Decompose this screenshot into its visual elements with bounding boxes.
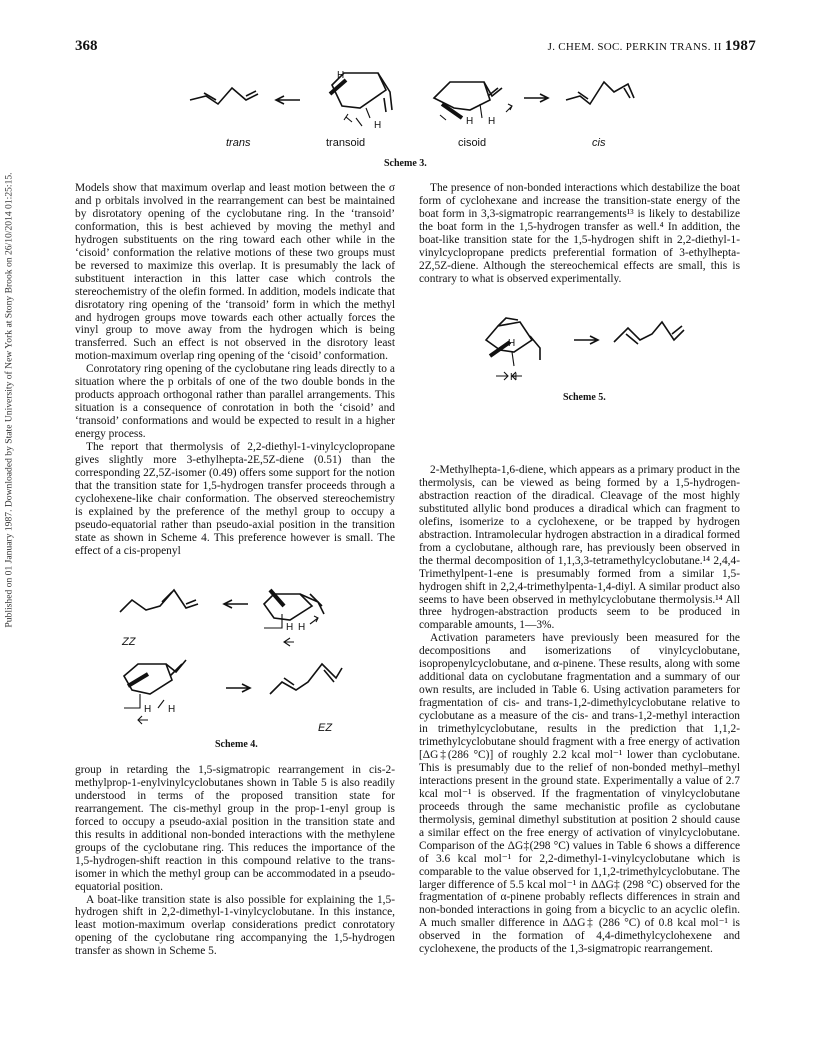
scheme5-product-diene: [614, 322, 684, 344]
scheme4-arrow-top: [224, 600, 248, 608]
atom-h: H: [508, 338, 516, 349]
label-transoid: transoid: [326, 137, 366, 149]
label-zz: ZZ: [122, 636, 136, 648]
page-number: 368: [75, 38, 98, 54]
paragraph: group in retarding the 1,5-sigmatropic rearrangement in cis-2-methylprop-1-enylvinylcyclobutanes shown in Table 5 is also readily understood in terms of the proposed transition state for rearrangement. The cis-methyl group in the prop-1-enyl group is forced to occupy a pseudo-axial position in the transition state and this results in additional non-bonded interactions with the methylene groups of the cyclobutane ring. This reduces the importance of the 1,5-hydrogen-shift reaction in this compound relative to the trans-isomer in which the methyl group can be accommodated in a pseudo-equatorial position.: [75, 764, 395, 893]
scheme4-bottom-ts: [124, 660, 186, 724]
scheme5-structures: [0, 0, 816, 420]
atom-h: H: [337, 70, 345, 81]
atom-h: H: [510, 372, 518, 383]
scheme4-ez-diene: [270, 664, 342, 694]
scheme4-caption: Scheme 4.: [215, 739, 258, 750]
paragraph: The presence of non-bonded interactions which destabilize the boat form of cyclohexane and increase the transition-state energy of the boat form in 3,3-sigmatropic rearrangements¹³ is likely to destabilize the boat form in the 1,5-hydrogen transfer as well.⁴ In addition, the boat-like transition state for the 1,5-hydrogen shift in 2,2-diethyl-1-vinylcyclopropane predicts preferential formation of 3-ethylhepta-2Z,5Z-diene. Although the stereochemical effects are small, this is contrary to what is observed experimentally.: [419, 182, 740, 285]
paragraph: Activation parameters have previously been measured for the decompositions and isomerizations of vinylcyclobutane, isopropenylcyclobutane, and α-pinene. These results, along with some additional data on cyclobutane fragmentation and a summary of our own results, are included in Table 6. Using activation parameters for fragmentation of cis- and trans-1,2-dimethylcyclobutane relative to cyclobutane as a measure of the cis- and trans-1,2-methyl interaction in trimethylcyclobutane, results in the prediction that 1,1,2-trimethylcyclobutane should fragment with a free energy of activation [ΔG‡(286 °C)] of roughly 2.2 kcal mol⁻¹ lower than cyclobutane. This is presumably due to the relief of non-bonded methyl–methyl interactions present in the ground state. Experimentally a value of 2.7 kcal mol⁻¹ is observed. If the fragmentation of vinylcyclobutane proceeds through the same mechanistic profile as cyclobutane thermolysis, geminal dimethyl substitution at position 2 should cause a similar effect on the free energy of activation of vinylcyclobutane. Comparison of the ΔG‡(298 °C) values in Table 6 shows a difference of 3.6 kcal mol⁻¹ for 2,2-dimethyl-1-vinylcyclobutane which is comparable to the value observed for 1,1,2-trimethylcyclobutane. The larger difference of 5.5 kcal mol⁻¹ in ΔΔG‡ (298 °C) observed for the fragmentation of α-pinene probably reflects differences in strain and non-bonded interactions in going from a bicyclic to an acyclic olefin. A much smaller difference in ΔΔG‡ (286 °C) of 0.8 kcal mol⁻¹ is observed in the formation of 4,4-dimethylcyclohexene and cyclohexene, the products of the 1,3-sigmatropic rearrangement.: [419, 632, 740, 956]
paragraph: Models show that maximum overlap and least motion between the σ and p orbitals involved in the rearrangement can best be maintained by disrotatory opening of the cyclobutane ring. In the ‘transoid’ conformation, this is best achieved by moving the methyl and hydrogen substituents on the ring toward each other while in the ‘cisoid’ conformation the relative motions of these two groups must be reversed to maximize this overlap. It is presumably the lack of substituent interaction in this latter case which controls the stereochemistry of the olefin formed. In addition, models indicate that disrotatory ring opening of the ‘transoid’ form in which the methyl and hydrogen groups move towards each other actually forces the vinyl group to move away from the hydrogen which is being transferred. Such an effect is not observed in the disrotory least motion-maximum overlap ring opening of the ‘cisoid’ conformation.: [75, 182, 395, 363]
download-notice-text: Published on 01 January 1987. Downloaded by State University of New York at Stony Brook on 26/10/2014 01:25:15.: [3, 172, 15, 628]
label-trans: trans: [226, 137, 251, 149]
atom-h: H: [488, 116, 496, 127]
paragraph: A boat-like transition state is also possible for explaining the 1,5-hydrogen shift in 2,2-dimethyl-1-vinylcyclobutane. In this instance, least motion-maximum overlap considerations predict conrotatory opening of the cyclobutane ring accompanying the 1,5-hydrogen transfer as shown in Scheme 5.: [75, 893, 395, 958]
scheme5-arrow: [574, 336, 598, 344]
journal-year: 1987: [724, 38, 756, 54]
atom-h: H: [298, 622, 306, 633]
paragraph: 2-Methylhepta-1,6-diene, which appears as a primary product in the thermolysis, can be viewed as being formed by a 1,5-hydrogen-abstraction reaction of the diradical. Cleavage of the most highly substituted allylic bond produces a diradical which can fragment to olefins, isomerize to a cyclohexene, or be trapped by hydrogen abstraction. Intramolecular hydrogen abstraction in a diradical formed from a cyclobutane, although rare, has previously been observed in the thermal decomposition of 1,1,3,3-tetramethylcyclobutane.¹⁴ 2,4,4-Trimethylpent-1-ene is presumably formed from a similar 1,5-hydrogen shift in 2,2,4-trimethylpenta-1,4-diyl. A similar product also seems to have been observed in methylcyclobutane thermolysis.¹⁴ All three hydrogen-abstraction products seem to be produced in comparable amounts, 1—3%.: [419, 464, 740, 632]
atom-h: H: [286, 622, 294, 633]
label-cisoid: cisoid: [458, 137, 487, 149]
scheme3-caption: Scheme 3.: [384, 158, 427, 169]
journal-name: J. CHEM. SOC. PERKIN TRANS. II: [547, 41, 722, 53]
scheme5-caption: Scheme 5.: [563, 392, 606, 403]
right-column-bottom: [419, 464, 740, 956]
atom-h: H: [168, 704, 176, 715]
label-ez: EZ: [318, 722, 333, 734]
scheme5-boat-ts: [486, 318, 540, 383]
atom-h: H: [144, 704, 152, 715]
scheme4-arrow-bottom: [226, 684, 250, 692]
atom-h: H: [466, 116, 474, 127]
paragraph: Conrotatory ring opening of the cyclobutane ring leads directly to a situation where the p orbitals of one of the two double bonds in the products approach orthogonal rather than parallel arrangements. This situation is a consequence of conrotation in both the ‘cisoid’ and ‘transoid’ conformations and would be expected to result in a higher energy process.: [75, 363, 395, 441]
label-cis: cis: [592, 137, 606, 149]
scheme4-top-ts: [264, 590, 324, 646]
paragraph: The report that thermolysis of 2,2-diethyl-1-vinylcyclopropane gives slightly more 3-ethylhepta-2E,5Z-diene (0.51) than the corresponding 2Z,5Z-isomer (0.49) offers some support for the notion that the transition state for 1,5-hydrogen transfer proceeds through a cyclohexene-like chair conformation. The observed stereochemistry is explained by the preference of the methyl group to occupy a pseudo-equatorial rather than pseudo-axial position in the transition state as shown in Scheme 4. This preference however is small. The effect of a cis-propenyl: [75, 441, 395, 557]
atom-h: H: [374, 120, 382, 131]
scheme4-zz-diene: [120, 590, 198, 612]
left-column-bottom: [75, 764, 395, 958]
